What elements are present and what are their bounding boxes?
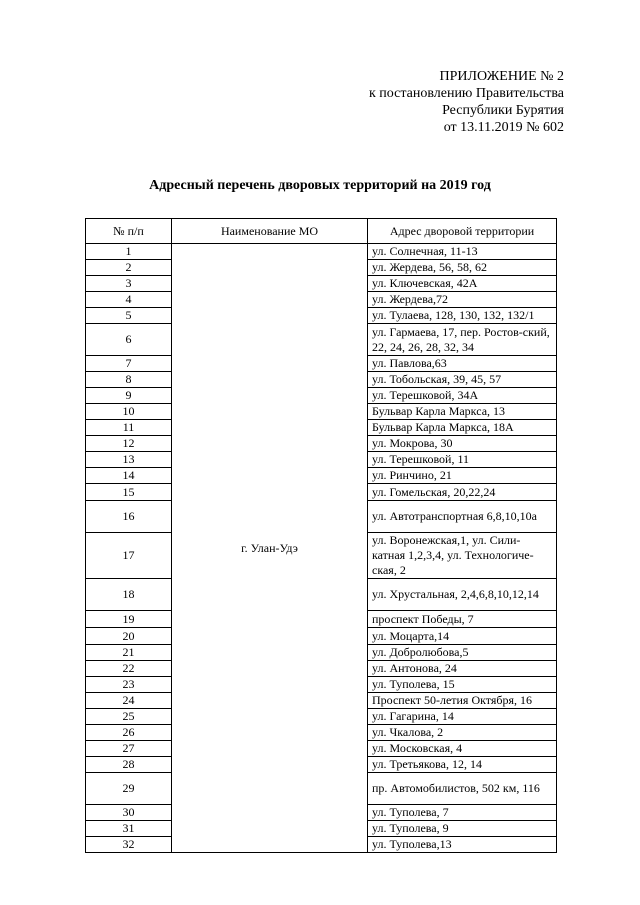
row-number: 3 xyxy=(86,276,172,292)
row-number: 21 xyxy=(86,645,172,661)
row-number: 27 xyxy=(86,741,172,757)
address-cell: ул. Гармаева, 17, пер. Ростов-ский, 22, 24, 26, 28, 32, 34 xyxy=(368,324,557,356)
address-cell: ул. Терешковой, 34А xyxy=(368,388,557,404)
row-number: 17 xyxy=(86,533,172,579)
row-number: 26 xyxy=(86,725,172,741)
row-number: 19 xyxy=(86,611,172,628)
address-cell: пр. Автомобилистов, 502 км, 116 xyxy=(368,773,557,805)
appendix-header xyxy=(369,68,564,136)
document-title: Адресный перечень дворовых территорий на 2019 год xyxy=(149,178,491,193)
address-cell: ул. Туполева, 7 xyxy=(368,805,557,821)
address-cell: ул. Туполева, 9 xyxy=(368,821,557,837)
appendix-line: Республики Бурятия xyxy=(442,103,564,118)
address-cell: ул. Третьякова, 12, 14 xyxy=(368,757,557,773)
appendix-line: к постановлению Правительства xyxy=(368,86,564,101)
address-cell: ул. Ключевская, 42А xyxy=(368,276,557,292)
row-number: 12 xyxy=(86,436,172,452)
address-cell: ул. Гагарина, 14 xyxy=(368,709,557,725)
row-number: 22 xyxy=(86,661,172,677)
address-table xyxy=(85,218,557,853)
row-number: 30 xyxy=(86,805,172,821)
address-cell: ул. Добролюбова,5 xyxy=(368,645,557,661)
row-number: 7 xyxy=(86,356,172,372)
appendix-line: от 13.11.2019 № 602 xyxy=(443,120,564,135)
row-number: 28 xyxy=(86,757,172,773)
row-number: 25 xyxy=(86,709,172,725)
row-number: 29 xyxy=(86,773,172,805)
table-row xyxy=(86,244,557,260)
address-cell: ул. Жердева,72 xyxy=(368,292,557,308)
row-number: 18 xyxy=(86,579,172,611)
address-cell: ул. Ринчино, 21 xyxy=(368,468,557,484)
row-number: 9 xyxy=(86,388,172,404)
row-number: 11 xyxy=(86,420,172,436)
address-cell: ул. Туполева,13 xyxy=(368,837,557,853)
address-cell: Проспект 50-летия Октября, 16 xyxy=(368,693,557,709)
row-number: 24 xyxy=(86,693,172,709)
row-number: 14 xyxy=(86,468,172,484)
address-cell: ул. Тобольская, 39, 45, 57 xyxy=(368,372,557,388)
address-cell: ул. Тулаева, 128, 130, 132, 132/1 xyxy=(368,308,557,324)
row-number: 8 xyxy=(86,372,172,388)
row-number: 31 xyxy=(86,821,172,837)
address-cell: Бульвар Карла Маркса, 13 xyxy=(368,404,557,420)
row-number: 32 xyxy=(86,837,172,853)
address-cell: ул. Солнечная, 11-13 xyxy=(368,244,557,260)
row-number: 23 xyxy=(86,677,172,693)
address-cell: проспект Победы, 7 xyxy=(368,611,557,628)
address-cell: ул. Антонова, 24 xyxy=(368,661,557,677)
row-number: 2 xyxy=(86,260,172,276)
address-cell: ул. Автотранспортная 6,8,10,10а xyxy=(368,501,557,533)
row-number: 20 xyxy=(86,628,172,645)
column-header-mo: Наименование МО xyxy=(172,219,368,244)
row-number: 13 xyxy=(86,452,172,468)
row-number: 4 xyxy=(86,292,172,308)
address-cell: ул. Гомельская, 20,22,24 xyxy=(368,484,557,501)
row-number: 15 xyxy=(86,484,172,501)
address-cell: ул. Терешковой, 11 xyxy=(368,452,557,468)
address-cell: ул. Московская, 4 xyxy=(368,741,557,757)
row-number: 10 xyxy=(86,404,172,420)
address-cell: ул. Туполева, 15 xyxy=(368,677,557,693)
row-number: 1 xyxy=(86,244,172,260)
address-cell: ул. Мокрова, 30 xyxy=(368,436,557,452)
column-header-address: Адрес дворовой территории xyxy=(368,219,557,244)
address-cell: ул. Моцарта,14 xyxy=(368,628,557,645)
address-cell: ул. Павлова,63 xyxy=(368,356,557,372)
column-header-number: № п/п xyxy=(86,219,172,244)
row-number: 5 xyxy=(86,308,172,324)
row-number: 6 xyxy=(86,324,172,356)
mo-name-cell: г. Улан-Удэ xyxy=(172,244,368,853)
address-cell: ул. Чкалова, 2 xyxy=(368,725,557,741)
address-cell: ул. Хрустальная, 2,4,6,8,10,12,14 xyxy=(368,579,557,611)
address-cell: Бульвар Карла Маркса, 18А xyxy=(368,420,557,436)
address-cell: ул. Жердева, 56, 58, 62 xyxy=(368,260,557,276)
address-cell: ул. Воронежская,1, ул. Сили-катная 1,2,3,4, ул. Технологиче-ская, 2 xyxy=(368,533,557,579)
row-number: 16 xyxy=(86,501,172,533)
appendix-line: ПРИЛОЖЕНИЕ № 2 xyxy=(439,69,564,84)
table-header-row xyxy=(86,219,557,244)
